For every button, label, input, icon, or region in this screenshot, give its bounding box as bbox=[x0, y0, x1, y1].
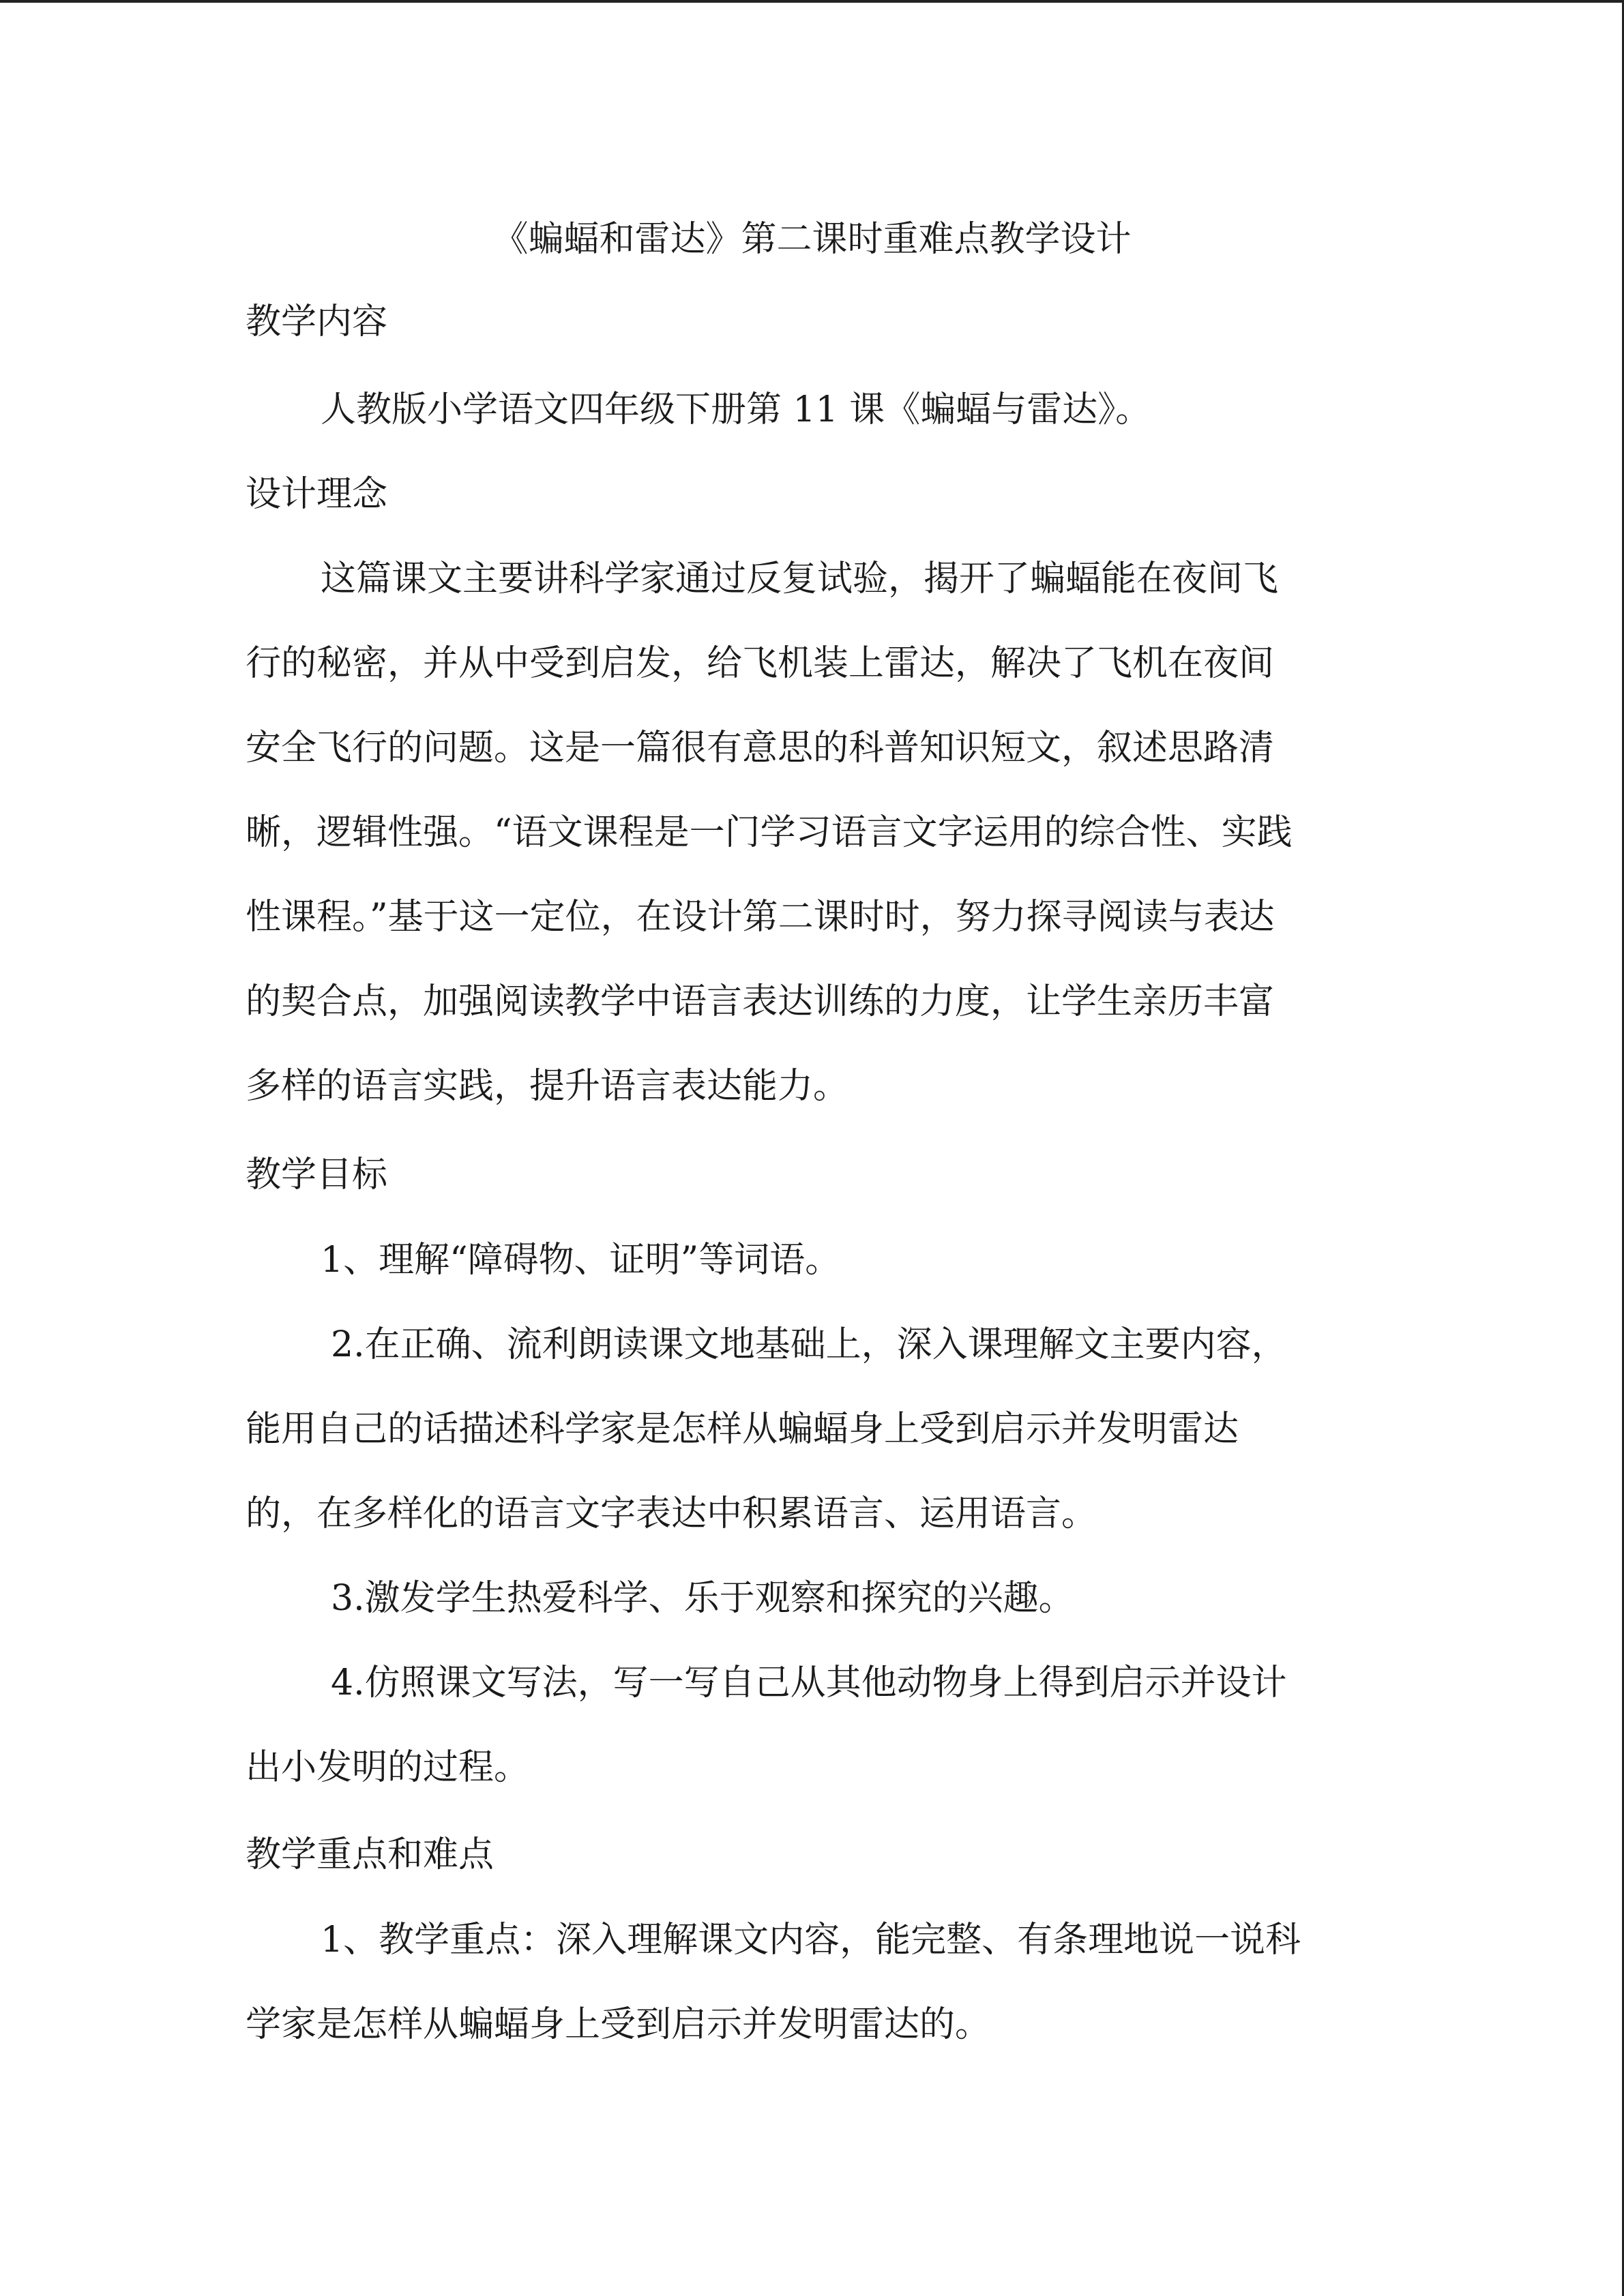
concept-line-2: 行的秘密，并从中受到启发，给飞机装上雷达，解决了飞机在夜间 bbox=[246, 643, 1275, 684]
goal-item-4-line-1: 4.仿照课文写法，写一写自己从其他动物身上得到启示并设计 bbox=[331, 1663, 1287, 1703]
key-point-line-1: 1、教学重点：深入理解课文内容，能完整、有条理地说一说科 bbox=[321, 1920, 1301, 1960]
goal-item-2-line-1: 2.在正确、流利朗读课文地基础上，深入课理解文主要内容， bbox=[331, 1324, 1287, 1365]
concept-line-6: 的契合点，加强阅读教学中语言表达训练的力度，让学生亲历丰富 bbox=[246, 981, 1275, 1022]
section-heading-content: 教学内容 bbox=[246, 301, 388, 342]
key-point-line-2: 学家是怎样从蝙蝠身上受到启示并发明雷达的。 bbox=[246, 2004, 991, 2045]
goal-item-1: 1、理解“障碍物、证明”等词语。 bbox=[321, 1240, 841, 1281]
goal-item-2-line-2: 能用自己的话描述科学家是怎样从蝙蝠身上受到启示并发明雷达 bbox=[246, 1409, 1239, 1450]
section-heading-key-points: 教学重点和难点 bbox=[246, 1834, 494, 1875]
concept-line-7: 多样的语言实践，提升语言表达能力。 bbox=[246, 1066, 849, 1107]
concept-line-3: 安全飞行的问题。这是一篇很有意思的科普知识短文，叙述思路清 bbox=[246, 728, 1275, 769]
concept-line-5: 性课程。”基于这一定位，在设计第二课时时，努力探寻阅读与表达 bbox=[246, 897, 1275, 938]
concept-line-4: 晰，逻辑性强。“语文课程是一门学习语言文字运用的综合性、实践 bbox=[246, 812, 1293, 853]
section-heading-concept: 设计理念 bbox=[246, 474, 388, 515]
section-heading-goals: 教学目标 bbox=[246, 1154, 388, 1195]
document-title: 《蝙蝠和雷达》第二课时重难点教学设计 bbox=[492, 219, 1132, 260]
goal-item-4-line-2: 出小发明的过程。 bbox=[246, 1747, 530, 1788]
concept-line-1: 这篇课文主要讲科学家通过反复试验，揭开了蝙蝠能在夜间飞 bbox=[321, 558, 1279, 599]
goal-item-2-line-3: 的，在多样化的语言文字表达中积累语言、运用语言。 bbox=[246, 1493, 1097, 1534]
goal-item-3: 3.激发学生热爱科学、乐于观察和探究的兴趣。 bbox=[331, 1578, 1074, 1619]
content-line-1: 人教版小学语文四年级下册第 11 课《蝙蝠与雷达》。 bbox=[321, 389, 1151, 430]
